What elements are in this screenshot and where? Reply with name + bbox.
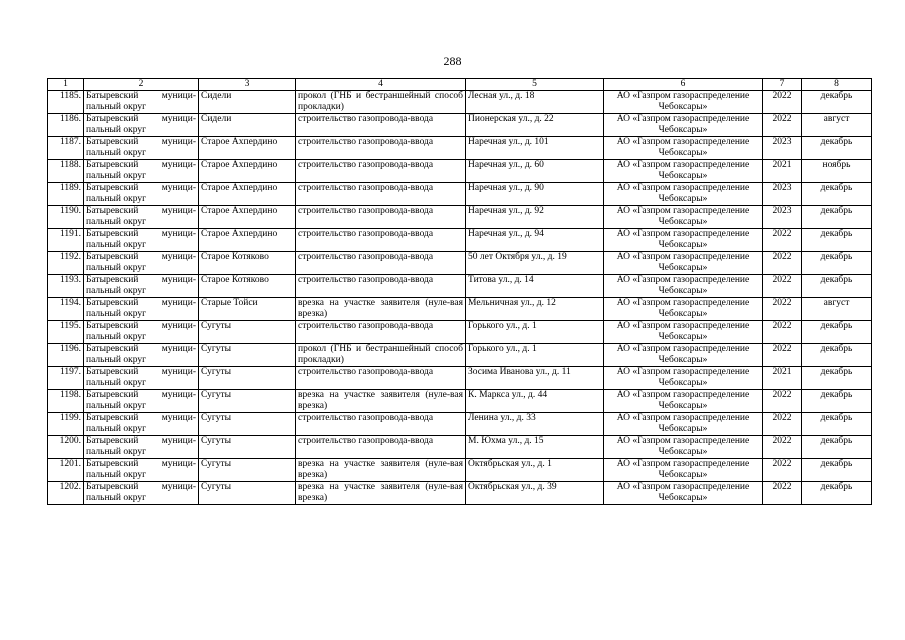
month-cell: август	[802, 298, 872, 321]
column-header: 7	[763, 79, 802, 91]
organization-cell: АО «Газпром газораспределение Чебоксары»	[604, 390, 763, 413]
work-type-cell: строительство газопровода-ввода	[296, 137, 466, 160]
settlement-cell: Сугуты	[199, 344, 296, 367]
district-cell: Батыревский муници-пальный округ	[84, 413, 199, 436]
column-header: 6	[604, 79, 763, 91]
organization-cell: АО «Газпром газораспределение Чебоксары»	[604, 436, 763, 459]
work-type-cell: строительство газопровода-ввода	[296, 252, 466, 275]
row-number-cell: 1187.	[48, 137, 84, 160]
address-cell: Пионерская ул., д. 22	[466, 114, 604, 137]
work-type-cell: строительство газопровода-ввода	[296, 321, 466, 344]
settlement-cell: Сугуты	[199, 321, 296, 344]
district-cell: Батыревский муници-пальный округ	[84, 183, 199, 206]
table-row	[48, 114, 872, 137]
month-cell: декабрь	[802, 459, 872, 482]
district-cell: Батыревский муници-пальный округ	[84, 229, 199, 252]
district-cell: Батыревский муници-пальный округ	[84, 344, 199, 367]
table-row	[48, 91, 872, 114]
district-cell: Батыревский муници-пальный округ	[84, 459, 199, 482]
month-cell: декабрь	[802, 390, 872, 413]
year-cell: 2023	[763, 206, 802, 229]
year-cell: 2022	[763, 321, 802, 344]
year-cell: 2022	[763, 298, 802, 321]
address-cell: Титова ул., д. 14	[466, 275, 604, 298]
address-cell: Наречная ул., д. 92	[466, 206, 604, 229]
column-header: 2	[84, 79, 199, 91]
table-row	[48, 160, 872, 183]
organization-cell: АО «Газпром газораспределение Чебоксары»	[604, 459, 763, 482]
address-cell: Наречная ул., д. 94	[466, 229, 604, 252]
district-cell: Батыревский муници-пальный округ	[84, 137, 199, 160]
year-cell: 2022	[763, 91, 802, 114]
address-cell: М. Юхма ул., д. 15	[466, 436, 604, 459]
table-row	[48, 298, 872, 321]
district-cell: Батыревский муници-пальный округ	[84, 321, 199, 344]
table-row	[48, 321, 872, 344]
address-cell: Октябрьская ул., д. 39	[466, 482, 604, 505]
address-cell: Горького ул., д. 1	[466, 344, 604, 367]
work-type-cell: строительство газопровода-ввода	[296, 367, 466, 390]
organization-cell: АО «Газпром газораспределение Чебоксары»	[604, 275, 763, 298]
month-cell: декабрь	[802, 229, 872, 252]
table-row	[48, 183, 872, 206]
table-row	[48, 229, 872, 252]
organization-cell: АО «Газпром газораспределение Чебоксары»	[604, 252, 763, 275]
address-cell: 50 лет Октября ул., д. 19	[466, 252, 604, 275]
organization-cell: АО «Газпром газораспределение Чебоксары»	[604, 114, 763, 137]
row-number-cell: 1198.	[48, 390, 84, 413]
district-cell: Батыревский муници-пальный округ	[84, 252, 199, 275]
work-type-cell: врезка на участке заявителя (нуле-вая врезка)	[296, 482, 466, 505]
month-cell: декабрь	[802, 137, 872, 160]
column-header: 5	[466, 79, 604, 91]
settlement-cell: Старое Ахпердино	[199, 229, 296, 252]
organization-cell: АО «Газпром газораспределение Чебоксары»	[604, 183, 763, 206]
row-number-cell: 1192.	[48, 252, 84, 275]
row-number-cell: 1186.	[48, 114, 84, 137]
work-type-cell: строительство газопровода-ввода	[296, 275, 466, 298]
district-cell: Батыревский муници-пальный округ	[84, 367, 199, 390]
settlement-cell: Старое Котяково	[199, 252, 296, 275]
work-type-cell: строительство газопровода-ввода	[296, 436, 466, 459]
row-number-cell: 1194.	[48, 298, 84, 321]
row-number-cell: 1197.	[48, 367, 84, 390]
month-cell: декабрь	[802, 413, 872, 436]
district-cell: Батыревский муници-пальный округ	[84, 275, 199, 298]
column-header: 8	[802, 79, 872, 91]
year-cell: 2022	[763, 114, 802, 137]
month-cell: декабрь	[802, 367, 872, 390]
work-type-cell: строительство газопровода-ввода	[296, 160, 466, 183]
month-cell: декабрь	[802, 482, 872, 505]
work-type-cell: врезка на участке заявителя (нуле-вая врезка)	[296, 390, 466, 413]
work-type-cell: строительство газопровода-ввода	[296, 229, 466, 252]
organization-cell: АО «Газпром газораспределение Чебоксары»	[604, 137, 763, 160]
district-cell: Батыревский муници-пальный округ	[84, 114, 199, 137]
year-cell: 2022	[763, 390, 802, 413]
organization-cell: АО «Газпром газораспределение Чебоксары»	[604, 160, 763, 183]
work-type-cell: врезка на участке заявителя (нуле-вая врезка)	[296, 298, 466, 321]
year-cell: 2022	[763, 275, 802, 298]
year-cell: 2022	[763, 252, 802, 275]
month-cell: декабрь	[802, 275, 872, 298]
month-cell: декабрь	[802, 206, 872, 229]
work-type-cell: строительство газопровода-ввода	[296, 183, 466, 206]
year-cell: 2022	[763, 436, 802, 459]
table-row	[48, 275, 872, 298]
settlement-cell: Старое Ахпердино	[199, 137, 296, 160]
table-row	[48, 459, 872, 482]
row-number-cell: 1188.	[48, 160, 84, 183]
month-cell: декабрь	[802, 91, 872, 114]
work-type-cell: врезка на участке заявителя (нуле-вая врезка)	[296, 459, 466, 482]
year-cell: 2023	[763, 137, 802, 160]
address-cell: Наречная ул., д. 90	[466, 183, 604, 206]
settlement-cell: Старое Ахпердино	[199, 183, 296, 206]
work-type-cell: строительство газопровода-ввода	[296, 114, 466, 137]
table-row	[48, 137, 872, 160]
district-cell: Батыревский муници-пальный округ	[84, 298, 199, 321]
year-cell: 2022	[763, 482, 802, 505]
table-row	[48, 252, 872, 275]
settlement-cell: Сугуты	[199, 413, 296, 436]
settlement-cell: Старое Ахпердино	[199, 160, 296, 183]
settlement-cell: Сугуты	[199, 390, 296, 413]
address-cell: Мельничная ул., д. 12	[466, 298, 604, 321]
district-cell: Батыревский муници-пальный округ	[84, 206, 199, 229]
month-cell: декабрь	[802, 436, 872, 459]
organization-cell: АО «Газпром газораспределение Чебоксары»	[604, 321, 763, 344]
row-number-cell: 1202.	[48, 482, 84, 505]
settlement-cell: Сугуты	[199, 459, 296, 482]
month-cell: ноябрь	[802, 160, 872, 183]
settlement-cell: Старое Котяково	[199, 275, 296, 298]
year-cell: 2022	[763, 413, 802, 436]
address-cell: Лесная ул., д. 18	[466, 91, 604, 114]
column-header: 3	[199, 79, 296, 91]
table-row	[48, 390, 872, 413]
row-number-cell: 1189.	[48, 183, 84, 206]
month-cell: декабрь	[802, 183, 872, 206]
organization-cell: АО «Газпром газораспределение Чебоксары»	[604, 482, 763, 505]
table-row	[48, 436, 872, 459]
year-cell: 2022	[763, 344, 802, 367]
document-table	[47, 78, 872, 505]
table-row	[48, 206, 872, 229]
row-number-cell: 1195.	[48, 321, 84, 344]
year-cell: 2022	[763, 459, 802, 482]
table-row	[48, 482, 872, 505]
address-cell: Зосима Иванова ул., д. 11	[466, 367, 604, 390]
row-number-cell: 1191.	[48, 229, 84, 252]
column-header: 1	[48, 79, 84, 91]
month-cell: декабрь	[802, 252, 872, 275]
year-cell: 2022	[763, 229, 802, 252]
settlement-cell: Сугуты	[199, 482, 296, 505]
row-number-cell: 1193.	[48, 275, 84, 298]
district-cell: Батыревский муници-пальный округ	[84, 390, 199, 413]
organization-cell: АО «Газпром газораспределение Чебоксары»	[604, 206, 763, 229]
address-cell: Ленина ул., д. 33	[466, 413, 604, 436]
district-cell: Батыревский муници-пальный округ	[84, 482, 199, 505]
work-type-cell: строительство газопровода-ввода	[296, 206, 466, 229]
address-cell: Наречная ул., д. 60	[466, 160, 604, 183]
month-cell: декабрь	[802, 321, 872, 344]
settlement-cell: Сидели	[199, 114, 296, 137]
row-number-cell: 1196.	[48, 344, 84, 367]
organization-cell: АО «Газпром газораспределение Чебоксары»	[604, 229, 763, 252]
organization-cell: АО «Газпром газораспределение Чебоксары»	[604, 344, 763, 367]
organization-cell: АО «Газпром газораспределение Чебоксары»	[604, 413, 763, 436]
table-row	[48, 344, 872, 367]
settlement-cell: Сугуты	[199, 367, 296, 390]
month-cell: август	[802, 114, 872, 137]
settlement-cell: Старое Ахпердино	[199, 206, 296, 229]
address-cell: Октябрьская ул., д. 1	[466, 459, 604, 482]
column-header: 4	[296, 79, 466, 91]
table-body	[48, 91, 872, 505]
organization-cell: АО «Газпром газораспределение Чебоксары»	[604, 298, 763, 321]
row-number-cell: 1185.	[48, 91, 84, 114]
table-row	[48, 367, 872, 390]
year-cell: 2021	[763, 160, 802, 183]
row-number-cell: 1201.	[48, 459, 84, 482]
organization-cell: АО «Газпром газораспределение Чебоксары»	[604, 91, 763, 114]
work-type-cell: прокол (ГНБ и бестраншейный способ прокладки)	[296, 344, 466, 367]
table-header-row	[48, 79, 872, 91]
settlement-cell: Сидели	[199, 91, 296, 114]
address-cell: Горького ул., д. 1	[466, 321, 604, 344]
table-row	[48, 413, 872, 436]
work-type-cell: прокол (ГНБ и бестраншейный способ прокладки)	[296, 91, 466, 114]
district-cell: Батыревский муници-пальный округ	[84, 436, 199, 459]
row-number-cell: 1199.	[48, 413, 84, 436]
settlement-cell: Старые Тойси	[199, 298, 296, 321]
row-number-cell: 1190.	[48, 206, 84, 229]
work-type-cell: строительство газопровода-ввода	[296, 413, 466, 436]
district-cell: Батыревский муници-пальный округ	[84, 91, 199, 114]
address-cell: К. Маркса ул., д. 44	[466, 390, 604, 413]
year-cell: 2021	[763, 367, 802, 390]
row-number-cell: 1200.	[48, 436, 84, 459]
month-cell: декабрь	[802, 344, 872, 367]
settlement-cell: Сугуты	[199, 436, 296, 459]
district-cell: Батыревский муници-пальный округ	[84, 160, 199, 183]
organization-cell: АО «Газпром газораспределение Чебоксары»	[604, 367, 763, 390]
address-cell: Наречная ул., д. 101	[466, 137, 604, 160]
page-number: 288	[443, 54, 462, 68]
year-cell: 2023	[763, 183, 802, 206]
